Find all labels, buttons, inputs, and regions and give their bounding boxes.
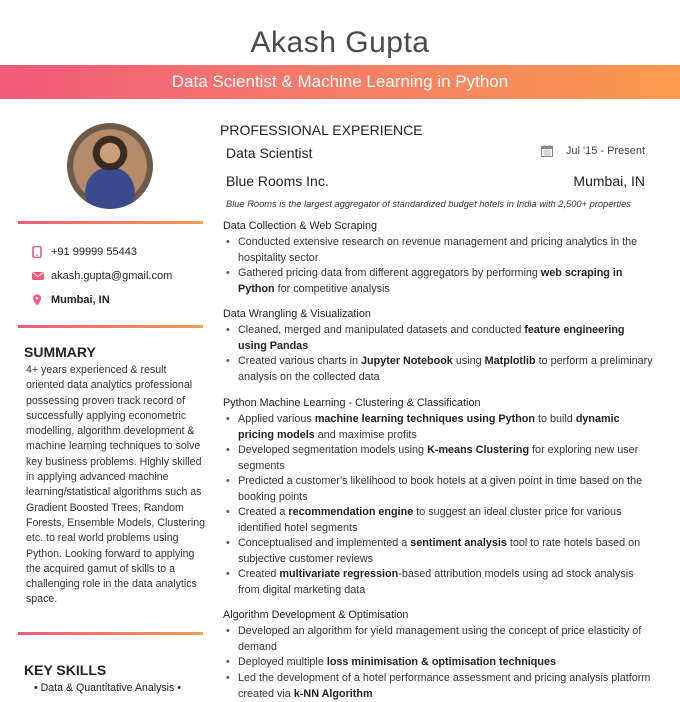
company-name: Blue Rooms Inc. xyxy=(226,173,329,189)
calendar-icon xyxy=(541,145,553,157)
bullet-item: • Predicted a customer's likelihood to book hotels at a given point in time based on the booking points xyxy=(223,474,655,505)
bullet-item: • Created a recommendation engine to suggest an ideal cluster price for various identified hotel segments xyxy=(223,505,655,536)
divider xyxy=(18,221,203,224)
experience-heading: PROFESSIONAL EXPERIENCE xyxy=(220,122,423,138)
bullet-item: • Developed segmentation models using K-means Clustering for exploring new user segments xyxy=(223,443,655,474)
bullet-item: • Developed an algorithm for yield management using the concept of price elasticity of demand xyxy=(223,624,655,655)
email-icon xyxy=(32,271,44,281)
summary-text: 4+ years experienced & result oriented data analytics professional possessing proven track record of successfully applying econometric modelling, algorithm development & machine learning techniques to solve key business problems. Highly skilled in applying advanced machine learning/statistical algorithms such as Gradient Boosted Trees, Random Forests, Ensemble Models, Clustering etc. to real world problems using Python. Looking forward to applying the acquired gamut of skills to a challenging role in the data analytics space. xyxy=(26,364,205,606)
bullet-item: • Conceptualised and implemented a sentiment analysis tool to rate hotels based on subjective customer reviews xyxy=(223,536,655,567)
summary-heading: SUMMARY xyxy=(24,344,96,360)
bullet-item: • Gathered pricing data from different aggregators by performing web scraping in Python for competitive analysis xyxy=(223,266,655,297)
location-pin-icon xyxy=(32,294,42,306)
company-description: Blue Rooms is the largest aggregator of standardized budget hotels in India with 2,500+ properties xyxy=(226,199,631,209)
divider xyxy=(18,632,203,635)
location-text: Mumbai, IN xyxy=(51,294,110,306)
candidate-name: Akash Gupta xyxy=(250,26,430,59)
bullet-item: • Led the development of a hotel performance assessment and pricing analysis platform created via k-NN Algorithm xyxy=(223,671,655,702)
bullet-item: • Applied various machine learning techniques using Python to build dynamic pricing models and maximise profits xyxy=(223,412,655,443)
bullet-item: • Created multivariate regression-based attribution models using ad stock analysis from digital marketing data xyxy=(223,567,655,598)
group-title: Data Wrangling & Visualization xyxy=(223,308,371,320)
job-dates-text: Jul '15 - Present xyxy=(565,145,645,157)
profile-photo xyxy=(67,123,153,209)
key-skills-heading: KEY SKILLS xyxy=(24,662,107,678)
group-title: Data Collection & Web Scraping xyxy=(223,220,378,232)
group-title: Python Machine Learning - Clustering & Classification xyxy=(223,397,481,409)
bullet-item: • Deployed multiple loss minimisation & optimisation techniques xyxy=(223,655,655,671)
job-title: Data Scientist xyxy=(226,145,313,161)
divider xyxy=(18,325,203,328)
phone-icon xyxy=(32,246,42,258)
contact-email xyxy=(32,270,172,282)
bullet-item: • Created various charts in Jupyter Notebook using Matplotlib to perform a preliminary analysis on the collected data xyxy=(223,354,655,385)
skill-item: • Data & Quantitative Analysis • xyxy=(34,682,181,694)
phone-text: +91 99999 55443 xyxy=(51,246,137,258)
tagline-banner: Data Scientist & Machine Learning in Python xyxy=(0,65,680,99)
company-location: Mumbai, IN xyxy=(573,173,645,189)
bullet-item: • Cleaned, merged and manipulated datasets and conducted feature engineering using Pandas xyxy=(223,323,655,354)
contact-location xyxy=(32,294,110,306)
group-title: Algorithm Development & Optimisation xyxy=(223,609,409,621)
email-text: akash.gupta@gmail.com xyxy=(51,270,173,282)
contact-phone xyxy=(32,246,137,258)
job-dates xyxy=(541,145,645,157)
bullet-item: • Conducted extensive research on revenue management and pricing analytics in the hospitality sector xyxy=(223,235,655,266)
